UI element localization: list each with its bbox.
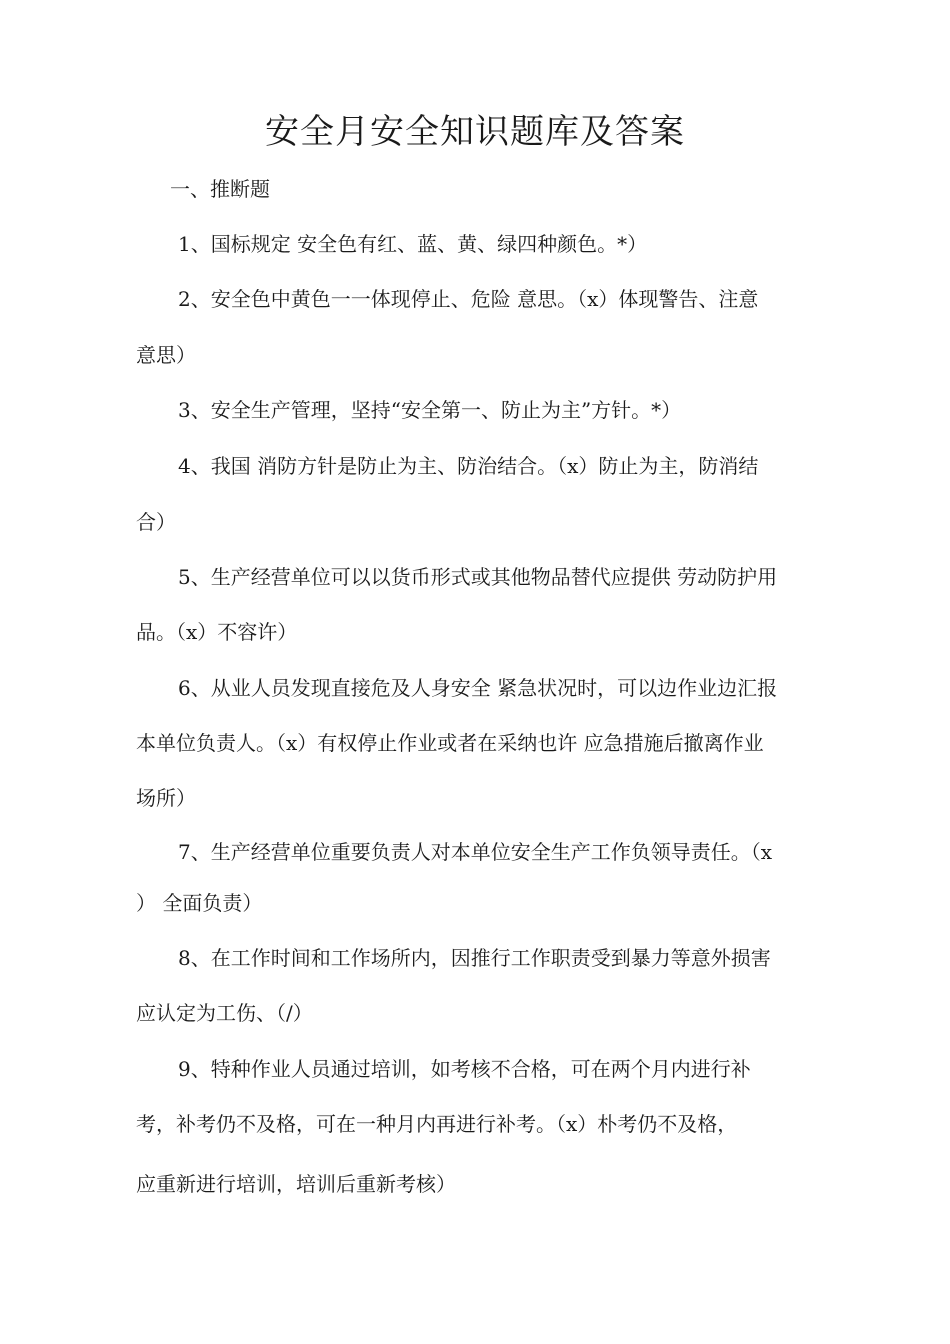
question-5-line-1: 5、生产经营单位可以以货币形式或其他物品替代应提供 劳动防护用 bbox=[178, 565, 778, 589]
document-title: 安全月安全知识题库及答案 bbox=[265, 112, 685, 152]
question-6-line-1: 6、从业人员发现直接危及人身安全 紧急状况时，可以边作业边汇报 bbox=[178, 676, 778, 700]
question-2-line-1: 2、安全色中黄色一一体现停止、危险 意思。（x）体现警告、注意 bbox=[178, 287, 759, 311]
question-7-line-2: ） 全面负责） bbox=[136, 891, 263, 915]
question-9-line-2: 考，补考仍不及格，可在一种月内再进行补考。（x）朴考仍不及格， bbox=[136, 1112, 738, 1136]
question-9-line-1: 9、特种作业人员通过培训，如考核不合格，可在两个月内进行补 bbox=[178, 1057, 751, 1081]
question-6-line-2: 本单位负责人。（x）有权停止作业或者在采纳也许 应急措施后撤离作业 bbox=[136, 731, 764, 755]
question-8-line-1: 8、在工作时间和工作场所内，因推行工作职责受到暴力等意外损害 bbox=[178, 946, 771, 970]
question-3-line-1: 3、安全生产管理，坚持“安全第一、防止为主”方针。*） bbox=[178, 398, 682, 422]
question-8-line-2: 应认定为工伤、（/） bbox=[136, 1001, 313, 1025]
question-6-line-3: 场所） bbox=[136, 786, 196, 810]
question-5-line-2: 品。（x）不容许） bbox=[136, 620, 298, 644]
question-2-line-2: 意思） bbox=[136, 343, 196, 367]
question-4-line-2: 合） bbox=[136, 510, 176, 534]
section-heading: 一、推断题 bbox=[170, 177, 270, 201]
question-7-line-1: 7、生产经营单位重要负责人对本单位安全生产工作负领导责任。（x bbox=[178, 840, 773, 864]
question-1-line-1: 1、国标规定 安全色有红、蓝、黄、绿四种颜色。*） bbox=[178, 232, 648, 256]
question-4-line-1: 4、我国 消防方针是防止为主、防治结合。（x）防止为主，防消结 bbox=[178, 454, 759, 478]
question-9-line-3: 应重新进行培训，培训后重新考核） bbox=[136, 1172, 456, 1196]
